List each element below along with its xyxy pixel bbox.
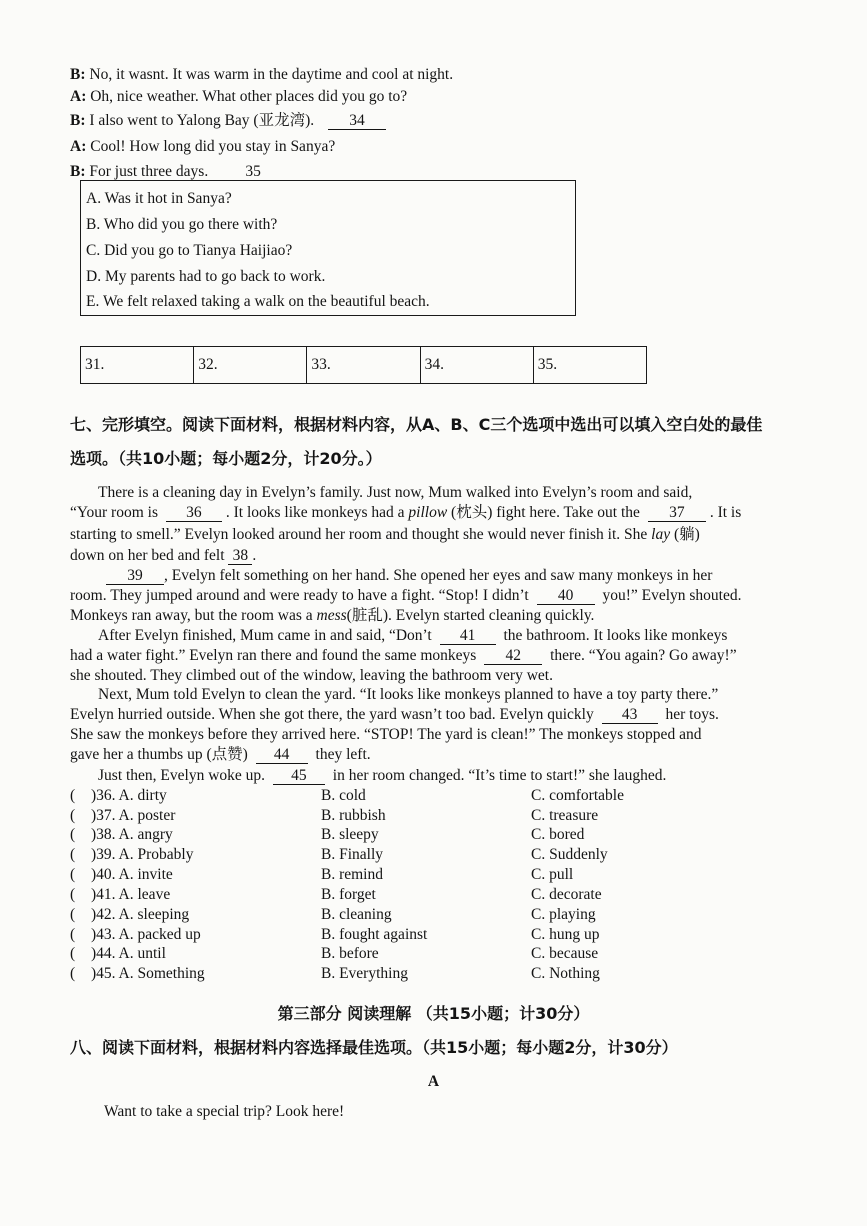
section7-heading-cont: 选项。（共10小题；每小题2分，计20分。）	[70, 449, 382, 468]
question-option-a: )44. A. until	[91, 945, 166, 962]
speaker-label: A:	[70, 138, 87, 155]
speaker-label: B:	[70, 112, 86, 129]
intro-line: Want to take a special trip? Look here!	[104, 1103, 345, 1120]
text: her toys.	[665, 706, 719, 723]
option-e: E. We felt relaxed taking a walk on the beautiful beach.	[86, 293, 430, 310]
answer-paren[interactable]: (	[70, 787, 76, 804]
dialog-text: No, it wasnt. It was warm in the daytime and cool at night.	[89, 66, 454, 83]
dialog-line	[70, 87, 407, 107]
text: Monkeys ran away, but the room was a	[70, 607, 313, 624]
blank-37[interactable]: 37	[648, 504, 706, 522]
question-option-b: B. cleaning	[321, 906, 392, 923]
question-option-b: B. rubbish	[321, 807, 386, 824]
text: there. “You again? Go away!”	[550, 647, 737, 664]
question-option-a: )36. A. dirty	[91, 787, 167, 804]
speaker-label: B:	[70, 66, 86, 83]
question-option-b: B. fought against	[321, 926, 428, 943]
dialog-text: I also went to Yalong Bay (亚龙湾).	[89, 112, 315, 129]
question-option-b: B. sleepy	[321, 826, 379, 843]
blank-43[interactable]: 43	[602, 706, 658, 724]
dialog-line	[70, 137, 335, 157]
passage-line	[98, 626, 727, 646]
passage-line: Next, Mum told Evelyn to clean the yard. “It looks like monkeys planned to have a toy party there.”	[98, 686, 719, 703]
answer-cell-34[interactable]: 34.	[420, 347, 533, 384]
question-option-c: C. comfortable	[531, 787, 624, 804]
blank-34[interactable]: 34	[328, 112, 386, 130]
question-option-a: )39. A. Probably	[91, 846, 194, 863]
answer-paren[interactable]: (	[70, 866, 76, 883]
text: Just then, Evelyn woke up.	[98, 767, 266, 784]
blank-41[interactable]: 41	[440, 627, 496, 645]
question-option-c: C. decorate	[531, 886, 602, 903]
text-italic: pillow	[408, 504, 448, 521]
option-b: B. Who did you go there with?	[86, 216, 278, 233]
answer-paren[interactable]: (	[70, 846, 76, 863]
dialog-line	[70, 162, 284, 182]
question-option-a: )37. A. poster	[91, 807, 176, 824]
text: . It looks like monkeys had a	[225, 504, 405, 521]
speaker-label: A:	[70, 88, 87, 105]
dialog-text: Oh, nice weather. What other places did you go to?	[90, 88, 408, 105]
text: After Evelyn finished, Mum came in and said, “Don’t	[98, 627, 432, 644]
part3-title: 第三部分 阅读理解 （共15小题；计30分）	[277, 1004, 590, 1023]
passage-line: She saw the monkeys before they arrived here. “STOP! The yard is clean!” The monkeys stopped and	[70, 726, 702, 743]
answer-paren[interactable]: (	[70, 807, 76, 824]
question-option-a: )45. A. Something	[91, 965, 205, 982]
question-option-c: C. Suddenly	[531, 846, 608, 863]
blank-39[interactable]: 39	[106, 567, 164, 585]
text: in her room changed. “It’s time to start!” she laughed.	[332, 767, 667, 784]
text: starting to smell.” Evelyn looked around her room and thought she would never finish it. She	[70, 526, 648, 543]
passage-line	[70, 503, 741, 523]
option-c: C. Did you go to Tianya Haijiao?	[86, 242, 293, 259]
section-a-label: A	[427, 1073, 440, 1090]
question-option-a: )42. A. sleeping	[91, 906, 190, 923]
passage-line	[70, 705, 719, 725]
question-option-a: )43. A. packed up	[91, 926, 201, 943]
question-option-c: C. pull	[531, 866, 574, 883]
passage-line	[70, 546, 256, 566]
text: Evelyn hurried outside. When she got there, the yard wasn’t too bad. Evelyn quickly	[70, 706, 594, 723]
answer-paren[interactable]: (	[70, 945, 76, 962]
speaker-label: B:	[70, 163, 86, 180]
blank-45[interactable]: 45	[273, 767, 325, 785]
answer-paren[interactable]: (	[70, 826, 76, 843]
answer-paren[interactable]: (	[70, 906, 76, 923]
text: had a water fight.” Evelyn ran there and found the same monkeys	[70, 647, 477, 664]
section8-heading: 八、阅读下面材料，根据材料内容选择最佳选项。（共15小题；每小题2分，计30分）	[70, 1038, 678, 1057]
answer-cell-32[interactable]: 32.	[194, 347, 307, 384]
question-option-b: B. forget	[321, 886, 376, 903]
passage-line	[70, 745, 371, 765]
question-option-c: C. Nothing	[531, 965, 600, 982]
text: .	[252, 547, 257, 564]
dialog-text: Cool! How long did you stay in Sanya?	[90, 138, 336, 155]
blank-35[interactable]: 35	[222, 163, 284, 181]
options-box	[80, 180, 576, 316]
question-option-b: B. remind	[321, 866, 383, 883]
passage-line	[70, 646, 737, 666]
text: you!” Evelyn shouted.	[602, 587, 742, 604]
passage-line	[70, 525, 700, 545]
passage-line	[70, 606, 594, 626]
question-option-c: C. because	[531, 945, 599, 962]
answer-paren[interactable]: (	[70, 886, 76, 903]
text: . It is	[709, 504, 742, 521]
question-option-a: )40. A. invite	[91, 866, 173, 883]
text-italic: lay	[651, 526, 671, 543]
question-option-c: C. bored	[531, 826, 585, 843]
passage-line: she shouted. They climbed out of the window, leaving the bathroom very wet.	[70, 667, 553, 684]
option-a: A. Was it hot in Sanya?	[86, 190, 232, 207]
dialog-text: For just three days.	[89, 163, 209, 180]
text: room. They jumped around and were ready to have a fight. “Stop! I didn’t	[70, 587, 529, 604]
question-option-b: B. before	[321, 945, 379, 962]
question-option-a: )38. A. angry	[91, 826, 173, 843]
dialog-line	[70, 111, 386, 131]
blank-40[interactable]: 40	[537, 587, 595, 605]
option-d: D. My parents had to go back to work.	[86, 268, 326, 285]
answer-cell-33[interactable]: 33.	[307, 347, 420, 384]
text: down on her bed and felt	[70, 547, 225, 564]
text: (躺)	[673, 526, 700, 543]
text: “Your room is	[70, 504, 158, 521]
answer-table	[80, 346, 647, 384]
answer-paren[interactable]: (	[70, 926, 76, 943]
blank-38[interactable]: 38	[228, 547, 252, 565]
passage-line	[70, 586, 742, 606]
passage-line	[98, 766, 666, 786]
blank-44[interactable]: 44	[256, 746, 308, 764]
question-option-c: C. hung up	[531, 926, 600, 943]
answer-paren[interactable]: (	[70, 965, 76, 982]
text-italic: mess	[316, 607, 347, 624]
question-option-a: )41. A. leave	[91, 886, 171, 903]
passage-line	[106, 566, 712, 586]
text: gave her a thumbs up (点赞)	[70, 746, 248, 763]
passage-line: There is a cleaning day in Evelyn’s family. Just now, Mum walked into Evelyn’s room and said,	[98, 484, 693, 501]
dialog-line	[70, 65, 453, 85]
blank-42[interactable]: 42	[484, 647, 542, 665]
question-option-c: C. treasure	[531, 807, 599, 824]
answer-cell-31[interactable]: 31.	[81, 347, 194, 384]
section7-heading: 七、完形填空。阅读下面材料，根据材料内容，从A、B、C三个选项中选出可以填入空白处的最佳	[70, 415, 763, 434]
question-option-b: B. cold	[321, 787, 366, 804]
text: , Evelyn felt something on her hand. She opened her eyes and saw many monkeys in her	[164, 567, 713, 584]
text: (枕头) fight here. Take out the	[451, 504, 640, 521]
text: the bathroom. It looks like monkeys	[503, 627, 728, 644]
question-option-c: C. playing	[531, 906, 596, 923]
question-option-b: B. Everything	[321, 965, 408, 982]
text: they left.	[315, 746, 371, 763]
question-option-b: B. Finally	[321, 846, 384, 863]
text: (脏乱). Evelyn started cleaning quickly.	[346, 607, 595, 624]
blank-36[interactable]: 36	[166, 504, 222, 522]
answer-cell-35[interactable]: 35.	[533, 347, 646, 384]
